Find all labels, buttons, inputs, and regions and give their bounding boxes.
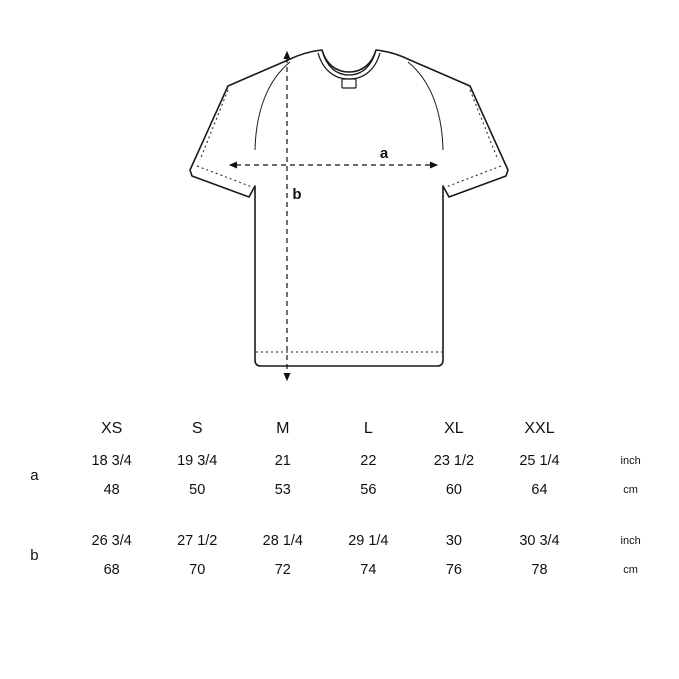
size-header-s: S [191, 420, 203, 437]
size-header-xs: XS [101, 420, 123, 437]
tshirt-outline [190, 50, 508, 366]
spacer-cell [0, 504, 679, 526]
cell-a-cm-m: 53 [274, 481, 291, 498]
cell-b-inch-l: 29 1/4 [348, 532, 389, 549]
cell-a-cm-l: 56 [360, 481, 377, 498]
cell-a-inch-xl: 23 1/2 [433, 452, 475, 469]
cell-a-inch-xxl: 25 1/4 [519, 452, 560, 469]
table-row [0, 446, 679, 475]
cell-b-cm-s: 70 [189, 561, 206, 578]
table-row [0, 555, 679, 584]
corner-cell [0, 412, 69, 446]
left-sleeve-hem-stitch [197, 90, 252, 187]
cell-b-cm-m: 72 [274, 561, 291, 578]
length-label-b: b [292, 186, 302, 203]
collar-line [318, 50, 380, 79]
size-table [0, 412, 679, 584]
cell-a-inch-xs: 18 3/4 [91, 452, 132, 469]
size-header-m: M [276, 420, 290, 437]
unit-a-inch: inch [620, 454, 641, 467]
right-sleeve-hem-stitch [446, 90, 501, 187]
size-header-l: L [363, 420, 373, 437]
row-letter-a: a [30, 466, 39, 484]
cell-b-inch-xl: 30 [445, 532, 462, 549]
cell-a-cm-xl: 60 [445, 481, 462, 498]
table-header-row [0, 412, 679, 446]
unit-a-cm: cm [623, 483, 638, 496]
cell-b-inch-xxl: 30 3/4 [519, 532, 560, 549]
cell-a-cm-xxl: 64 [531, 481, 548, 498]
cell-a-cm-xs: 48 [103, 481, 120, 498]
size-header-xxl: XXL [524, 420, 555, 437]
unit-header-cell [582, 412, 679, 446]
table-row [0, 475, 679, 504]
unit-b-inch: inch [620, 534, 641, 547]
cell-b-cm-xs: 68 [103, 561, 120, 578]
cell-a-inch-s: 19 3/4 [177, 452, 218, 469]
size-header-xl: XL [444, 420, 464, 437]
unit-b-cm: cm [623, 563, 638, 576]
size-table-container [0, 412, 679, 679]
cell-a-cm-s: 50 [189, 481, 206, 498]
cell-a-inch-l: 22 [360, 452, 377, 469]
cell-b-inch-xs: 26 3/4 [91, 532, 132, 549]
row-letter-b: b [30, 546, 39, 564]
cell-b-cm-l: 74 [360, 561, 377, 578]
row-spacer [0, 504, 679, 526]
cell-b-cm-xxl: 78 [531, 561, 548, 578]
width-label-a: a [379, 145, 389, 162]
cell-b-cm-xl: 76 [445, 561, 462, 578]
cell-b-inch-m: 28 1/4 [262, 532, 303, 549]
table-row [0, 526, 679, 555]
neck-tag-icon [342, 79, 356, 88]
cell-b-inch-s: 27 1/2 [177, 532, 218, 549]
cell-a-inch-m: 21 [274, 452, 291, 469]
